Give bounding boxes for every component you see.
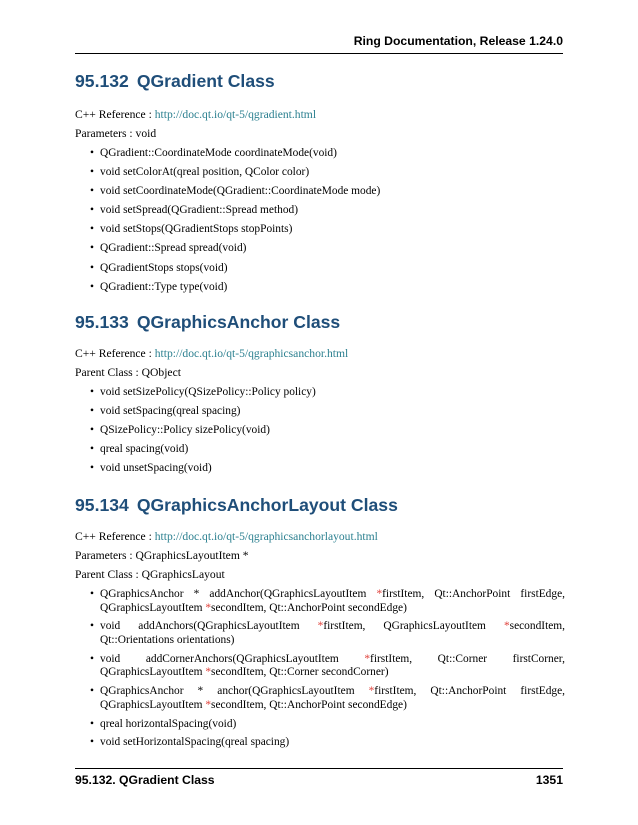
item-text: secondItem, Qt::Orientations orientations) <box>100 620 565 646</box>
list-item: • void setCoordinateMode(QGradient::CoordinateMode mode) <box>75 185 565 199</box>
section-number: 95.133 <box>75 312 129 332</box>
pointer-mark: * <box>364 652 371 665</box>
header-divider <box>75 53 563 54</box>
section-number: 95.132 <box>75 71 129 91</box>
section-qgraphicsanchor <box>75 311 565 476</box>
section-qgraphicsanchorlayout <box>75 494 565 750</box>
list-item: • void setStops(QGradientStops stopPoints) <box>75 223 565 237</box>
cpp-reference <box>75 347 565 361</box>
list-item <box>75 588 565 615</box>
list-item: • qreal horizontalSpacing(void) <box>75 718 565 732</box>
item-text: firstItem, Qt::Corner firstCorner, QGraphicsLayoutItem <box>100 652 565 679</box>
section-heading <box>75 70 565 92</box>
section-number: 95.134 <box>75 495 129 515</box>
item-text: QGraphicsAnchor * addAnchor(QGraphicsLayoutItem <box>100 588 377 600</box>
list-item: • void setHorizontalSpacing(qreal spacing) <box>75 736 565 750</box>
section-heading <box>75 311 565 333</box>
section-qgradient <box>75 70 565 294</box>
list-item: • void setColorAt(qreal position, QColor color) <box>75 166 565 180</box>
list-item: • QSizePolicy::Policy sizePolicy(void) <box>75 424 565 438</box>
item-text: secondItem, Qt::AnchorPoint secondEdge) <box>211 601 407 614</box>
header-title: Ring Documentation, Release 1.24.0 <box>353 34 563 48</box>
item-text: secondItem, Qt::AnchorPoint secondEdge) <box>211 698 407 711</box>
footer-divider <box>75 768 563 769</box>
pointer-mark: * <box>205 698 212 711</box>
list-item: • QGradient::Spread spread(void) <box>75 242 565 256</box>
list-item <box>75 685 565 712</box>
item-text: QGraphicsAnchor * anchor(QGraphicsLayoutItem <box>100 685 369 698</box>
list-item <box>75 620 565 647</box>
reference-label: C++ Reference : <box>75 108 155 121</box>
page-number: 1351 <box>535 773 563 787</box>
list-item: • void setSizePolicy(QSizePolicy::Policy policy) <box>75 386 565 400</box>
pointer-mark: * <box>317 620 324 633</box>
method-list <box>75 386 565 476</box>
list-item: • QGradient::CoordinateMode coordinateMode(void) <box>75 147 565 161</box>
pointer-mark: * <box>205 601 212 614</box>
cpp-reference <box>75 108 565 122</box>
parent-class-line: Parent Class : QGraphicsLayout <box>75 568 225 581</box>
parent-class-line: Parent Class : QObject <box>75 366 181 379</box>
parameters-line: Parameters : void <box>75 127 157 140</box>
item-text: firstItem, Qt::AnchorPoint firstEdge, QGraphicsLayoutItem <box>100 685 565 711</box>
item-text: void addAnchors(QGraphicsLayoutItem <box>100 620 318 633</box>
list-item <box>75 653 565 680</box>
reference-label: C++ Reference : <box>75 347 155 360</box>
reference-link[interactable]: http://doc.qt.io/qt-5/qgradient.html <box>154 108 317 121</box>
cpp-reference <box>75 530 565 544</box>
list-item: • QGradient::Type type(void) <box>75 281 565 295</box>
reference-link[interactable]: http://doc.qt.io/qt-5/qgraphicsanchorlayout.html <box>154 530 378 543</box>
section-title: QGraphicsAnchorLayout Class <box>136 495 398 515</box>
item-text: firstItem, Qt::AnchorPoint firstEdge, QGraphicsLayoutItem <box>100 588 565 614</box>
method-list <box>75 147 565 294</box>
reference-link[interactable]: http://doc.qt.io/qt-5/qgraphicsanchor.html <box>154 347 349 360</box>
section-title: QGraphicsAnchor Class <box>136 312 341 332</box>
list-item: • void unsetSpacing(void) <box>75 462 565 476</box>
list-item: • QGradientStops stops(void) <box>75 262 565 276</box>
parameters-line: Parameters : QGraphicsLayoutItem * <box>75 549 249 562</box>
pointer-mark: * <box>205 666 212 679</box>
reference-label: C++ Reference : <box>75 530 155 543</box>
footer-section-title: 95.132. QGradient Class <box>75 773 215 787</box>
section-title: QGradient Class <box>136 71 275 91</box>
pointer-mark: * <box>503 620 510 633</box>
item-text: firstItem, QGraphicsLayoutItem <box>323 620 504 633</box>
list-item: • void setSpread(QGradient::Spread method) <box>75 204 565 218</box>
list-item: • qreal spacing(void) <box>75 443 565 457</box>
list-item: • void setSpacing(qreal spacing) <box>75 405 565 419</box>
item-text: void addCornerAnchors(QGraphicsLayoutItem <box>100 652 365 665</box>
pointer-mark: * <box>368 685 375 698</box>
section-heading <box>75 494 565 516</box>
pointer-mark: * <box>376 588 383 600</box>
item-text: secondItem, Qt::Corner secondCorner) <box>211 666 389 679</box>
method-list <box>75 588 565 750</box>
